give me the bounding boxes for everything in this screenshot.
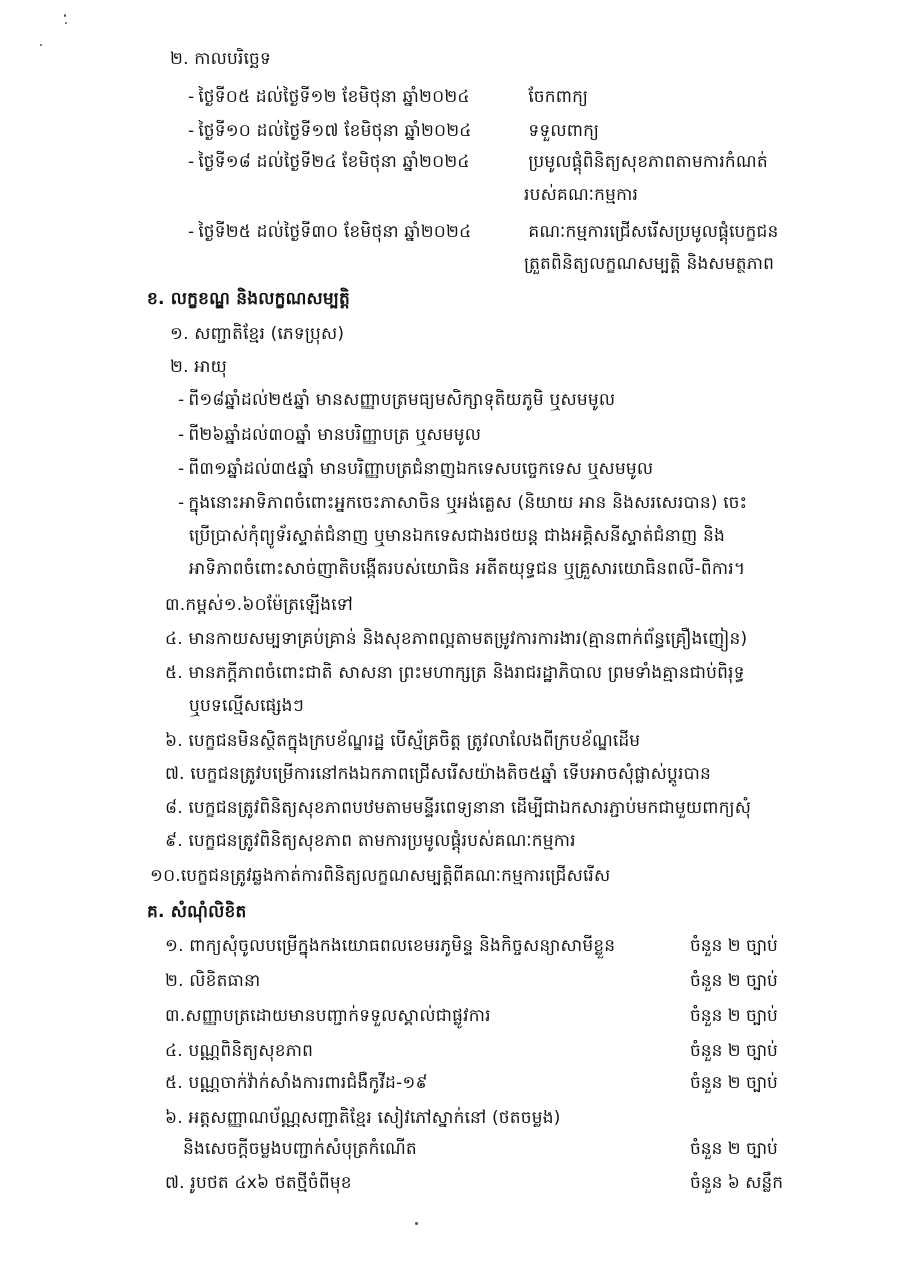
qualification-item: ៣.កម្ពស់១.៦០ម៉ែត្រឡើងទៅ [165, 595, 354, 615]
qualification-item: ១០.បេក្ខជនត្រូវឆ្លងកាត់ការពិនិត្យលក្ខណសម្បត្តិពីគណៈកម្មការជ្រើសរើស [150, 866, 611, 886]
schedule-desc: គណៈកម្មការជ្រើសរើសប្រមូលផ្តុំបេក្ខជន [528, 222, 779, 242]
document-item: ៣.សញ្ញាបត្រដោយមានបញ្ជាក់ទទួលស្គាល់ជាផ្លូវការ [165, 1006, 491, 1026]
qualifications-heading: ខ. លក្ខខណ្ឌ និងលក្ខណសម្បត្តិ [147, 289, 350, 309]
age-rule [178, 423, 481, 447]
priority-text-continued: ប្រើប្រាស់កុំព្យូទ័រស្ទាត់ជំនាញ ឬមានឯកទេសជាងរថយន្ត ជាងអគ្គិសនីស្ទាត់ជំនាញ និង [189, 526, 725, 546]
age-rule-text: ពី២៦ឆ្នាំដល់៣០ឆ្នាំ មានបរិញ្ញាបត្រ ឬសមមូល [188, 425, 482, 445]
document-item: ២. លិខិតធានា [165, 971, 261, 991]
document-qty: ចំនួន ២ ច្បាប់ [690, 971, 778, 991]
document-item: ៤. បណ្ណពិនិត្យសុខភាព [165, 1041, 314, 1061]
schedule-desc: ប្រមូលផ្តុំពិនិត្យសុខភាពតាមការកំណត់ [528, 152, 768, 172]
bullet-dash: - [188, 121, 195, 141]
schedule-row [188, 150, 768, 174]
qualification-item: ៨. បេក្ខជនត្រូវពិនិត្យសុខភាពបឋមតាមមន្ទីរពេទ្យនានា ដើម្បីជាឯកសារភ្ជាប់មកជាមួយពាក្យសុំ [165, 798, 752, 818]
qualification-item: ៩. បេក្ខជនត្រូវពិនិត្យសុខភាព តាមការប្រមូលផ្តុំរបស់គណៈកម្មការ [165, 831, 576, 851]
scan-speck [415, 1222, 418, 1225]
qualification-item: ២. អាយុ [170, 357, 228, 377]
document-qty: ចំនួន ២ ច្បាប់ [690, 1041, 778, 1061]
schedule-desc: ទទួលពាក្យ [528, 121, 600, 141]
bullet-dash: - [188, 222, 195, 242]
scan-speck [64, 14, 66, 17]
bullet-dash: - [178, 390, 185, 410]
schedule-row [188, 220, 778, 244]
bullet-dash: - [178, 459, 185, 479]
bullet-dash: - [188, 152, 195, 172]
schedule-heading: ២. កាលបរិច្ឆេទ [170, 49, 272, 69]
scan-speck [65, 22, 67, 24]
schedule-row [188, 119, 599, 143]
schedule-date: ថ្ងៃទី២៥ ដល់ថ្ងៃទី៣០ ខែមិថុនា ឆ្នាំ២០២៤ [198, 222, 472, 242]
document-qty: ចំនួន ២ ច្បាប់ [690, 1139, 778, 1159]
age-rule-text: ពី១៨ឆ្នាំដល់២៥ឆ្នាំ មានសញ្ញាបត្រមធ្យមសិក្សាទុតិយភូមិ ឬសមមូល [188, 390, 616, 410]
document-qty: ចំនួន ២ ច្បាប់ [690, 936, 778, 956]
schedule-desc-continued: របស់គណៈកម្មការ [524, 185, 639, 205]
qualification-item: ៦. បេក្ខជនមិនស្ថិតក្នុងក្របខ័ណ្ឌរដ្ឋ បើស្ម័គ្រចិត្ត ត្រូវលាលែងពីក្របខ័ណ្ឌដើម [165, 731, 641, 751]
document-qty: ចំនួន ២ ច្បាប់ [690, 1006, 778, 1026]
age-rule-text: ពី៣១ឆ្នាំដល់៣៥ឆ្នាំ មានបរិញ្ញាបត្រជំនាញឯកទេសបច្ចេកទេស ឬសមមូល [188, 459, 654, 479]
document-item: ៦. អត្តសញ្ញាណប័ណ្ណសញ្ជាតិខ្មែរ សៀវភៅស្នាក់នៅ (ថតចម្លង) [165, 1108, 561, 1128]
age-rule [178, 457, 653, 481]
schedule-date: ថ្ងៃទី១៨ ដល់ថ្ងៃទី២៤ ខែមិថុនា ឆ្នាំ២០២៤ [198, 152, 470, 172]
bullet-dash: - [188, 87, 195, 107]
document-qty: ចំនួន ៦ សន្លឹក [690, 1173, 783, 1193]
age-rule [178, 388, 615, 412]
qualification-item: ៥. មានភក្តីភាពចំពោះជាតិ សាសនា ព្រះមហាក្សត្រ និងរាជរដ្ឋាភិបាល ព្រមទាំងគ្មានជាប់ពិរុទ្ធ [165, 663, 745, 683]
document-item-continued: និងសេចក្តីចម្លងបញ្ជាក់សំបុត្រកំណើត [183, 1139, 417, 1159]
schedule-date: ថ្ងៃទី១០ ដល់ថ្ងៃទី១៧ ខែមិថុនា ឆ្នាំ២០២៤ [198, 121, 472, 141]
priority-text: ក្នុងនោះអាទិភាពចំពោះអ្នកចេះភាសាចិន ឬអង់គ្លេស (និយាយ អាន និងសរសេរបាន) ចេះ [188, 493, 748, 513]
qualification-item: ៤. មានកាយសម្បទាគ្រប់គ្រាន់ និងសុខភាពល្អតាមតម្រូវការការងារ(គ្មានពាក់ព័ន្ធគ្រឿងញៀន) [165, 629, 748, 649]
document-qty: ចំនួន ២ ច្បាប់ [690, 1073, 778, 1093]
bullet-dash: - [178, 493, 185, 513]
qualification-item-continued: ឬបទល្មើសផ្សេងៗ [189, 696, 304, 716]
documents-heading: គ. សំណុំលិខិត [147, 902, 247, 922]
qualification-item: ១. សញ្ជាតិខ្មែរ (ភេទប្រុស) [170, 324, 345, 344]
qualification-item: ៧. បេក្ខជនត្រូវបម្រើការនៅកងឯកភាពជ្រើសរើសយ៉ាងតិច៥ឆ្នាំ ទើបអាចសុំផ្លាស់ប្តូរបាន [165, 764, 711, 784]
schedule-desc-continued: ត្រួតពិនិត្យលក្ខណសម្បត្តិ និងសមត្ថភាព [524, 254, 775, 274]
priority-note [178, 491, 747, 515]
priority-text-continued: អាទិភាពចំពោះសាច់ញាតិបង្កើតរបស់យោធិន អតីតយុទ្ធជន ឬគ្រួសារយោធិនពលី-ពិការ។ [189, 559, 746, 579]
document-item: ៥. បណ្ណចាក់វ៉ាក់សាំងការពារជំងឺកូវីដ-១៩ [165, 1073, 428, 1093]
schedule-date: ថ្ងៃទី០៥ ដល់ថ្ងៃទី១២ ខែមិថុនា ឆ្នាំ២០២៤ [198, 87, 470, 107]
schedule-desc: ចែកពាក្យ [528, 87, 589, 107]
bullet-dash: - [178, 425, 185, 445]
schedule-row [188, 85, 588, 109]
document-item: ៧. រូបថត ៤x៦ ថតថ្មីចំពីមុខ [165, 1173, 352, 1193]
scan-speck [40, 44, 42, 46]
document-item: ១. ពាក្យសុំចូលបម្រើក្នុងកងយោធពលខេមរភូមិន្ទ និងកិច្ចសន្យាសាមីខ្លួន [165, 936, 616, 956]
